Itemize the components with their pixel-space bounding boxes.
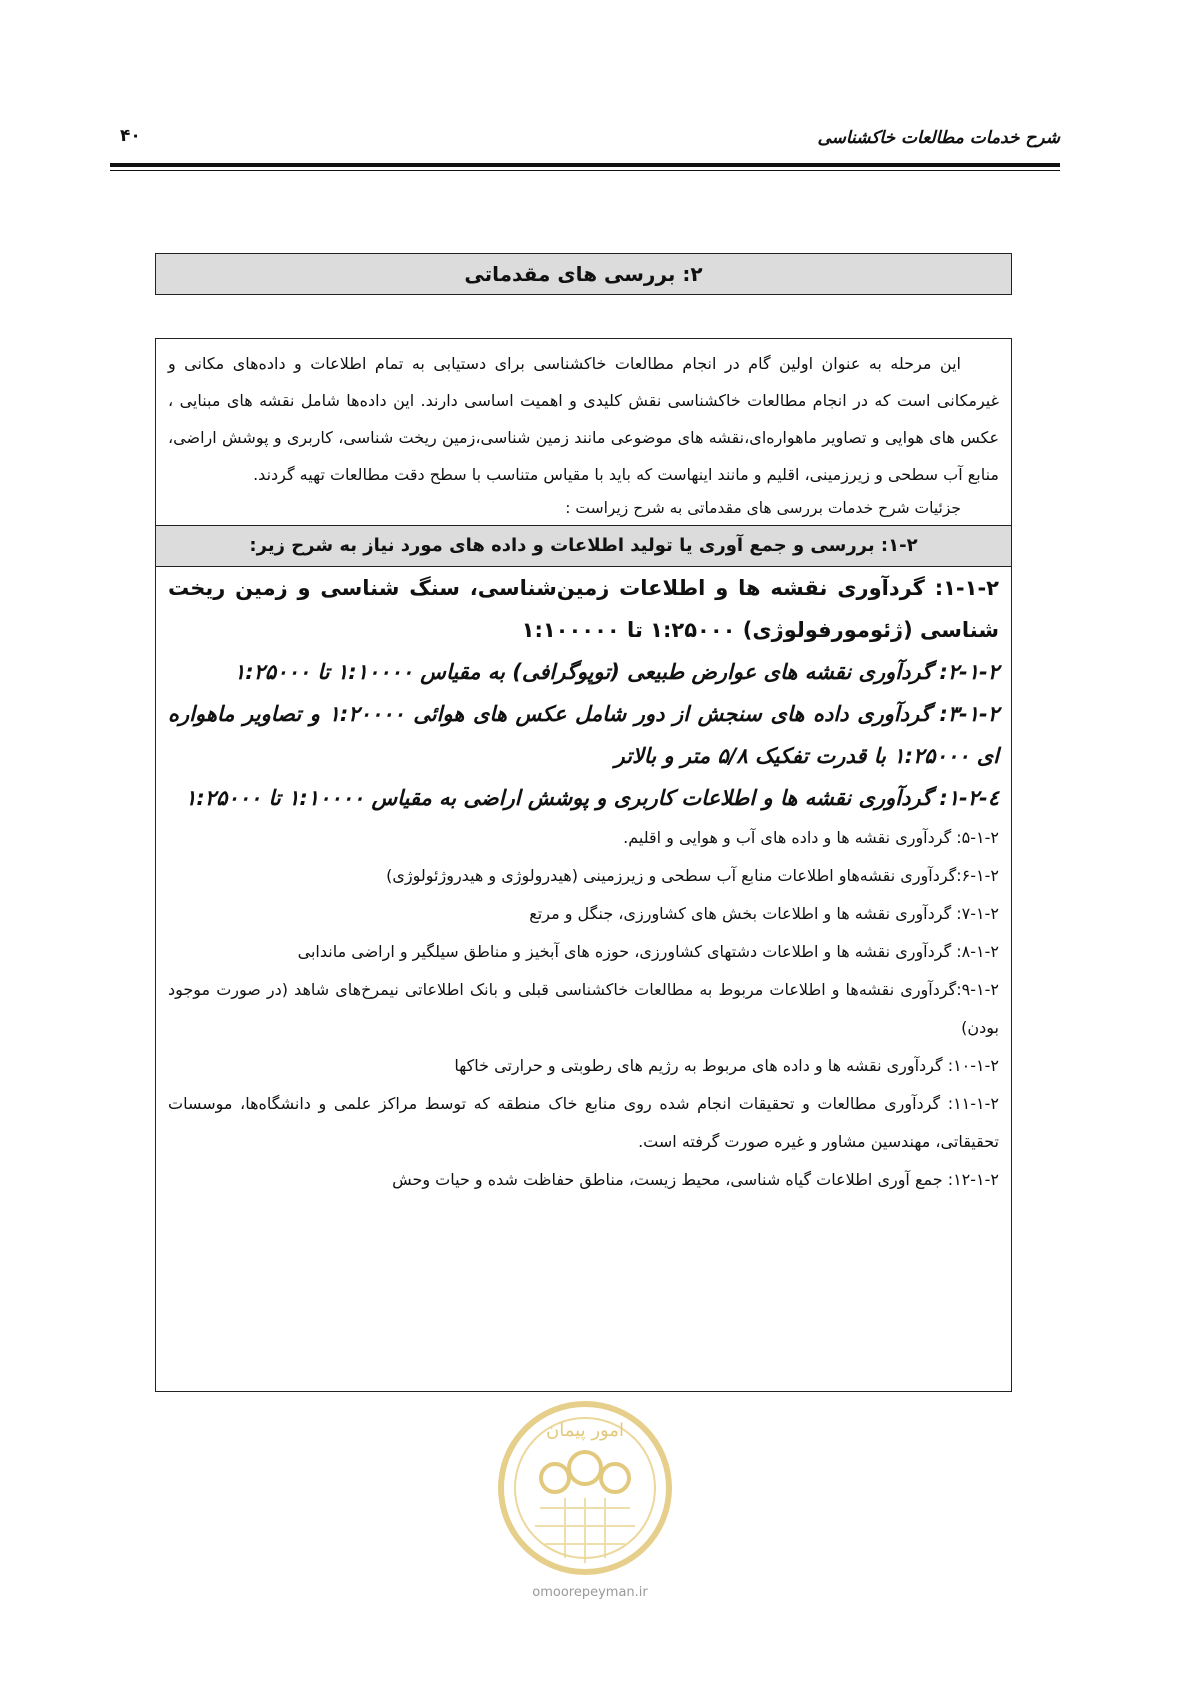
section-title: ۲: بررسی های مقدماتی (155, 253, 1012, 295)
list-item: ۹-۱-۲:گردآوری نقشه‌ها و اطلاعات مربوط به مطالعات خاکشناسی قبلی و بانک اطلاعاتی نیمرخ‌های شاهد (در صورت موجود بودن) (168, 980, 999, 1037)
small-items-list (156, 819, 1011, 1199)
list-item: ۱۱-۱-۲: گردآوری مطالعات و تحقیقات انجام شده روی منابع خاک منطقه که توسط مراکز علمی و دانشگاه‌ها، موسسات تحقیقاتی، مهندسین مشاور و غیره صورت گرفته است. (168, 1094, 999, 1151)
list-item: ۶-۱-۲:گردآوری نقشه‌هاو اطلاعات منابع آب سطحی و زیرزمینی (هیدرولوژی و هیدروژئولوژی) (386, 866, 999, 885)
list-item: ۱۲-۱-۲: جمع آوری اطلاعات گیاه شناسی، محیط زیست، مناطق حفاظت شده و حیات وحش (392, 1170, 999, 1189)
watermark-stamp-icon (495, 1398, 675, 1578)
running-title: شرح خدمات مطالعات خاکشناسی (817, 128, 1060, 148)
list-item: ۱۰-۱-۲: گردآوری نقشه ها و داده های مربوط به رژیم های رطوبتی و حرارتی خاکها (454, 1056, 999, 1075)
list-item: ٤-۱-۲: گردآوری نقشه ها و اطلاعات کاربری و پوشش اراضی به مقیاس ۱:۱۰۰۰۰ تا ۱:۲۵۰۰۰ (185, 786, 999, 810)
list-item: ۵-۱-۲: گردآوری نقشه ها و داده های آب و هوایی و اقلیم. (623, 828, 999, 847)
content-box (155, 338, 1012, 1392)
header-rule-thick (110, 163, 1060, 167)
watermark-url: omoorepeyman.ir (532, 1585, 648, 1600)
stamp-text: امور پیمان (546, 1420, 624, 1441)
list-item: ۸-۱-۲: گردآوری نقشه ها و اطلاعات دشتهای کشاورزی، حوزه های آبخیز و مناطق سیلگیر و اراضی ماندابی (297, 942, 999, 961)
list-item: ۷-۱-۲: گردآوری نقشه ها و اطلاعات بخش های کشاورزی، جنگل و مرتع (529, 904, 999, 923)
header-rule-thin (110, 170, 1060, 171)
list-item: ۳-۱-۲: گردآوری داده های سنجش از دور شامل عکس های هوائی ۱:۲۰۰۰۰ و تصاویر ماهواره ای ۱:۲۵۰۰۰ با قدرت تفکیک ۵/۸ متر و بالاتر (168, 702, 999, 768)
list-item: ۲-۱-۲: گردآوری نقشه های عوارض طبیعی (توپوگرافی) به مقیاس ۱:۱۰۰۰۰ تا ۱:۲۵۰۰۰ (233, 660, 999, 684)
page-number: ۴۰ (120, 126, 141, 146)
big-items-list (156, 567, 1011, 819)
intro-paragraph: این مرحله به عنوان اولین گام در انجام مطالعات خاکشناسی برای دستیابی به تمام اطلاعات و داده‌های مکانی و غیرمکانی است که در انجام مطالعات خاکشناسی نقش کلیدی و اهمیت اساسی دارند. این داده‌ها شامل نقشه های مبنایی ، عکس های هوایی و تصاویر ماهواره‌ای،نقشه های موضوعی مانند زمین شناسی،زمین ریخت شناسی، کاربری و پوشش اراضی، منابع آب سطحی و زیرزمینی، اقلیم و مانند اینهاست که باید با مقیاس متناسب با سطح دقت مطالعات تهیه گردند. (168, 354, 999, 484)
intro-note: جزئیات شرح خدمات بررسی های مقدماتی به شرح زیراست : (565, 499, 961, 517)
page-header (110, 120, 1060, 160)
subsection-title: ۱-۲: بررسی و جمع آوری یا تولید اطلاعات و داده های مورد نیاز به شرح زیر: (156, 525, 1011, 567)
list-item: ۱-۱-۲: گردآوری نقشه ها و اطلاعات زمین‌شناسی، سنگ شناسی و زمین ریخت شناسی (ژئومورفولوژی) ۱:۲۵۰۰۰ تا ۱:۱۰۰۰۰۰ (168, 576, 999, 642)
